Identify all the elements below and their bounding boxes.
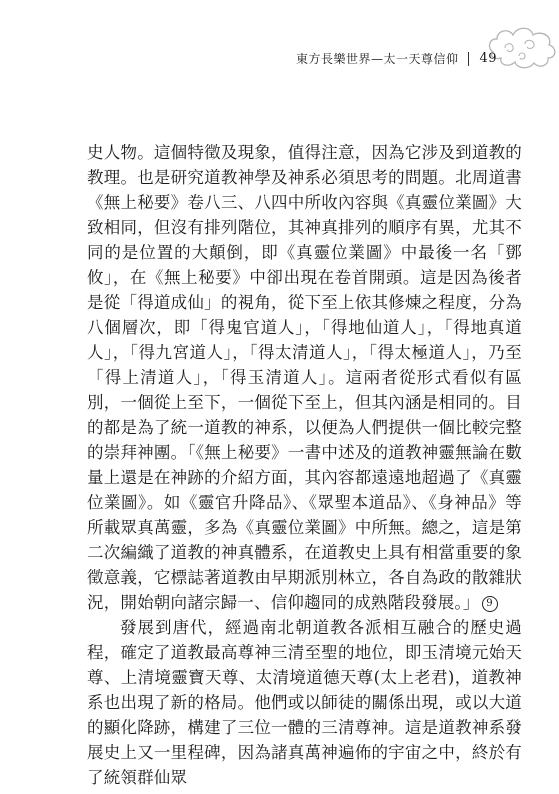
running-title: 東方長樂世界—太一天尊信仰 — [295, 52, 459, 66]
page-number: 49 — [479, 51, 497, 66]
paragraph-1-text: 史人物。這個特徵及現象，值得注意，因為它涉及到道教的教理。也是研究道教神學及神系必須思考的問題。北周道書《無上秘要》卷八三、八四中所收內容與《真靈位業圖》大致相同，但沒有排列階位，其神真排列的順序有異，尤其不同的是位置的大顛倒，即《真靈位業圖》中最後一名「鄧攸」，在《無上秘要》中卻出現在卷首開頭。這是因為後者是從「得道成仙」的視角，從下至上依其修煉之程度，分為八個層次，即「得鬼官道人」，「得地仙道人」，「得地真道人」，「得九宮道人」，「得太清道人」，「得太極道人」，乃至「得上清道人」，「得玉清道人」。這兩者從形式看似有區別，一個從上至下，一個從下至上，但其內涵是相同的。目的都是為了統一道教的神系，以便為人們提供一個比較完整的崇拜神團。「《無上秘要》一書中述及的道教神靈無論在數量上還是在神跡的介紹方面，其內容都遠遠地超過了《真靈位業圖》。如《靈官升降品》、《眾聖本道品》、《身神品》等所載眾真萬靈，多為《真靈位業圖》中所無。總之，這是第二次編織了道教的神真體系，在道教史上具有相當重要的象徵意義，它標誌著道教由早期派別林立，各自為政的散雜狀況，開始朝向諸宗歸一、信仰趨同的成熟階段發展。」 — [87, 143, 522, 612]
cloud-ornament-icon — [479, 18, 559, 78]
running-header — [296, 50, 497, 67]
footnote-marker: 9 — [482, 596, 498, 612]
header-divider — [468, 52, 469, 66]
body-text — [87, 140, 522, 790]
paragraph-1 — [87, 140, 522, 615]
paragraph-2: 發展到唐代，經過南北朝道教各派相互融合的歷史過程，確定了道教最高尊神三清至聖的地位，即玉清境元始天尊、上清境靈寶天尊、太清境道德天尊(太上老君)，道教神系也出現了新的格局。他們或以師徒的關係出現，或以大道的顯化降跡，構建了三位一體的三清尊神。這是道教神系發展史上又一里程碑，因為諸真萬神遍佈的宇宙之中，終於有了統領群仙眾 — [87, 618, 522, 787]
